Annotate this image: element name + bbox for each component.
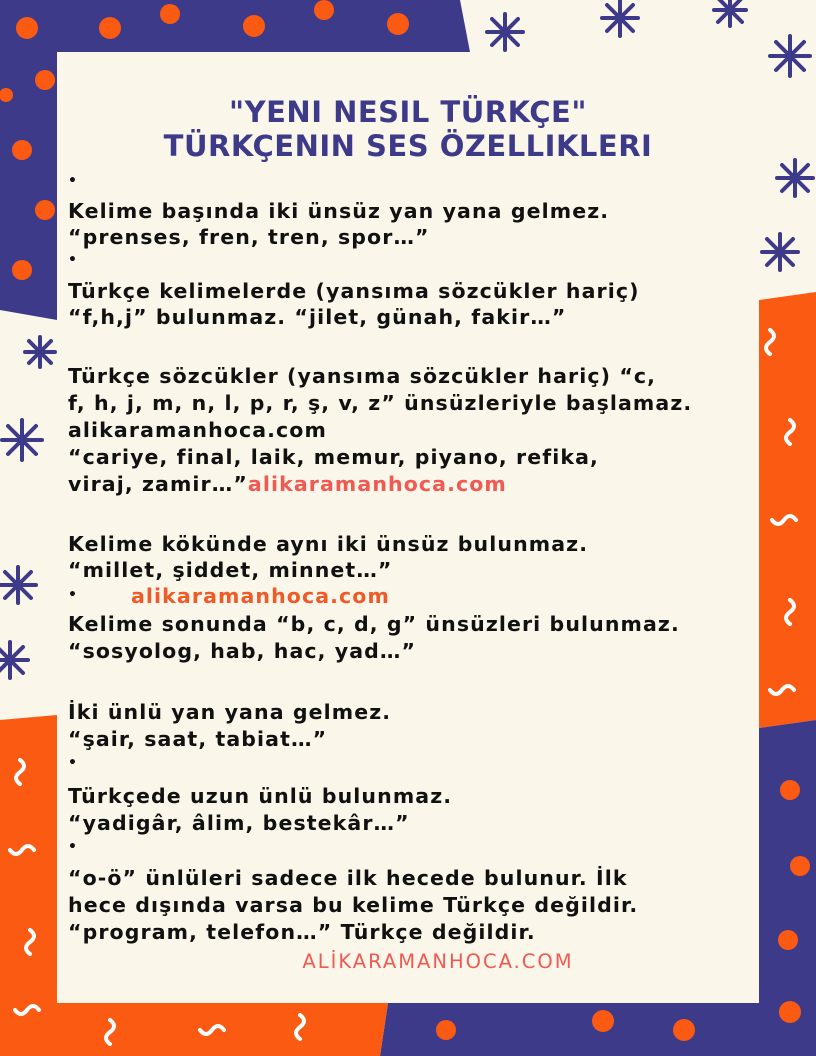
rule-3-examples: “cariye, final, laik, memur, piyano, refika, [68,445,599,469]
bullet-marker: • [68,173,77,189]
rule-1-statement: Kelime başında iki ünsüz yan yana gelmez. [68,199,610,223]
title-line-2: TÜRKÇENIN SES ÖZELLIKLERI [163,129,653,163]
rule-7-statement: Türkçede uzun ünlü bulunmaz. [68,784,453,808]
rule-6-statement: İki ünlü yan yana gelmez. [68,700,392,724]
rule-3-statement-cont: f, h, j, m, n, l, p, r, ş, v, z” ünsüzleriyle başlamaz. [68,391,693,415]
rule-8-statement: “o-ö” ünlüleri sadece ilk hecede bulunur. İlk [68,866,628,890]
bullet-marker: • [68,587,77,603]
rule-8-examples: “program, telefon…” Türkçe değildir. [68,920,536,944]
rule-5-examples: “sosyolog, hab, hac, yad…” [68,639,417,663]
rule-8-statement-cont: hece dışında varsa bu kelime Türkçe değildir. [68,893,639,917]
rule-6-examples: “şair, saat, tabiat…” [68,727,328,751]
rule-4-examples: “millet, şiddet, minnet…” [68,558,393,582]
rule-3-statement: Türkçe sözcükler (yansıma sözcükler hariç) “c, [68,364,657,388]
bullet-marker: • [68,755,77,771]
rule-2-examples: “f,h,j” bulunmaz. “jilet, günah, fakir…” [68,305,567,329]
rule-2-statement: Türkçe kelimelerde (yansıma sözcükler hariç) [68,279,640,303]
site-link[interactable]: alikaramanhoca.com [247,472,507,496]
footer-site-link[interactable]: ALİKARAMANHOCA.COM [302,950,574,973]
rule-7-examples: “yadigâr, âlim, bestekâr…” [68,811,410,835]
bullet-marker: • [68,839,77,855]
rule-4-statement: Kelime kökünde aynı iki ünsüz bulunmaz. [68,532,589,556]
rule-3-examples-cont [68,471,507,497]
orange-block-right [759,292,816,728]
site-link[interactable]: alikaramanhoca.com [131,584,390,608]
rule-1-examples: “prenses, fren, tren, spor…” [68,225,430,249]
title-line-1: "YENI NESIL TÜRKÇE" [229,95,587,129]
content-card [57,53,759,1003]
rule-5-statement: Kelime sonunda “b, c, d, g” ünsüzleri bulunmaz. [68,612,680,636]
bullet-marker: • [68,252,77,268]
inline-site-text: alikaramanhoca.com [68,418,327,442]
rule-3-examples-end: viraj, zamir…” [68,472,248,496]
